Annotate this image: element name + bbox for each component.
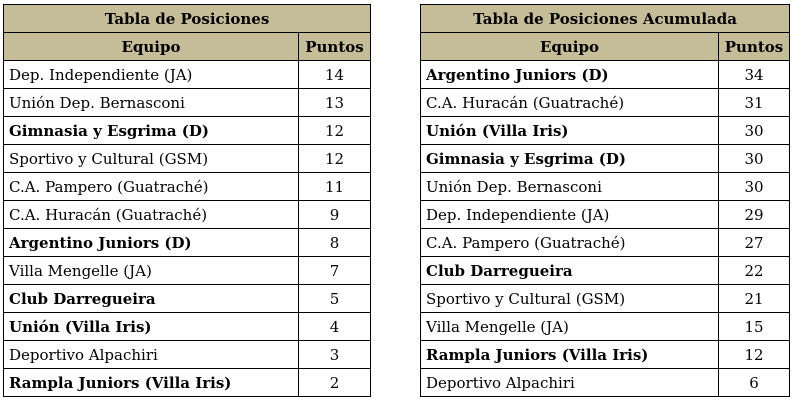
table-row (421, 61, 790, 89)
column-header-points: Puntos (299, 33, 371, 61)
points-cell: 27 (719, 229, 790, 257)
table-row (421, 173, 790, 201)
column-header-points: Puntos (719, 33, 790, 61)
points-cell: 30 (719, 145, 790, 173)
table-row (421, 285, 790, 313)
team-name-cell: Deportivo Alpachiri (421, 369, 719, 397)
table-row (4, 201, 371, 229)
points-cell: 34 (719, 61, 790, 89)
column-header-team: Equipo (421, 33, 719, 61)
team-name-cell: C.A. Pampero (Guatraché) (4, 173, 299, 201)
team-name-cell: Unión Dep. Bernasconi (421, 173, 719, 201)
team-name-cell: Unión Dep. Bernasconi (4, 89, 299, 117)
points-cell: 2 (299, 369, 371, 397)
team-name-cell: Argentino Juniors (D) (4, 229, 299, 257)
points-cell: 22 (719, 257, 790, 285)
table-row (4, 173, 371, 201)
table-row (421, 201, 790, 229)
points-cell: 29 (719, 201, 790, 229)
team-name-cell: Sportivo y Cultural (GSM) (4, 145, 299, 173)
team-name-cell: C.A. Huracán (Guatraché) (4, 201, 299, 229)
points-cell: 14 (299, 61, 371, 89)
team-name-cell: Villa Mengelle (JA) (4, 257, 299, 285)
table-row (4, 229, 371, 257)
team-name-cell: Gimnasia y Esgrima (D) (421, 145, 719, 173)
team-name-cell: Rampla Juniors (Villa Iris) (4, 369, 299, 397)
points-cell: 30 (719, 117, 790, 145)
team-name-cell: Club Darregueira (4, 285, 299, 313)
points-cell: 21 (719, 285, 790, 313)
standings-table (3, 4, 371, 397)
team-name-cell: Club Darregueira (421, 257, 719, 285)
table-row (421, 313, 790, 341)
table-row (4, 285, 371, 313)
table-row (4, 341, 371, 369)
table-row (421, 341, 790, 369)
points-cell: 15 (719, 313, 790, 341)
team-name-cell: Villa Mengelle (JA) (421, 313, 719, 341)
points-cell: 12 (299, 117, 371, 145)
points-cell: 31 (719, 89, 790, 117)
points-cell: 12 (299, 145, 371, 173)
points-cell: 7 (299, 257, 371, 285)
table-row (4, 61, 371, 89)
team-name-cell: Unión (Villa Iris) (421, 117, 719, 145)
points-cell: 4 (299, 313, 371, 341)
team-name-cell: Dep. Independiente (JA) (421, 201, 719, 229)
team-name-cell: Gimnasia y Esgrima (D) (4, 117, 299, 145)
table-row (421, 89, 790, 117)
table-row (4, 369, 371, 397)
table-row (421, 257, 790, 285)
team-name-cell: Rampla Juniors (Villa Iris) (421, 341, 719, 369)
points-cell: 5 (299, 285, 371, 313)
table-row (421, 229, 790, 257)
team-name-cell: Deportivo Alpachiri (4, 341, 299, 369)
points-cell: 9 (299, 201, 371, 229)
points-cell: 13 (299, 89, 371, 117)
table-row (4, 89, 371, 117)
points-cell: 3 (299, 341, 371, 369)
team-name-cell: Argentino Juniors (D) (421, 61, 719, 89)
table-row (4, 257, 371, 285)
table-row (421, 369, 790, 397)
table-row (421, 145, 790, 173)
table-title: Tabla de Posiciones (4, 5, 371, 33)
column-header-team: Equipo (4, 33, 299, 61)
table-row (4, 145, 371, 173)
points-cell: 30 (719, 173, 790, 201)
points-cell: 11 (299, 173, 371, 201)
points-cell: 8 (299, 229, 371, 257)
table-row (4, 313, 371, 341)
points-cell: 6 (719, 369, 790, 397)
team-name-cell: Unión (Villa Iris) (4, 313, 299, 341)
table-row (421, 117, 790, 145)
team-name-cell: Dep. Independiente (JA) (4, 61, 299, 89)
points-cell: 12 (719, 341, 790, 369)
table-row (4, 117, 371, 145)
cumulative-standings-table (420, 4, 790, 397)
team-name-cell: Sportivo y Cultural (GSM) (421, 285, 719, 313)
team-name-cell: C.A. Huracán (Guatraché) (421, 89, 719, 117)
team-name-cell: C.A. Pampero (Guatraché) (421, 229, 719, 257)
table-title: Tabla de Posiciones Acumulada (421, 5, 790, 33)
